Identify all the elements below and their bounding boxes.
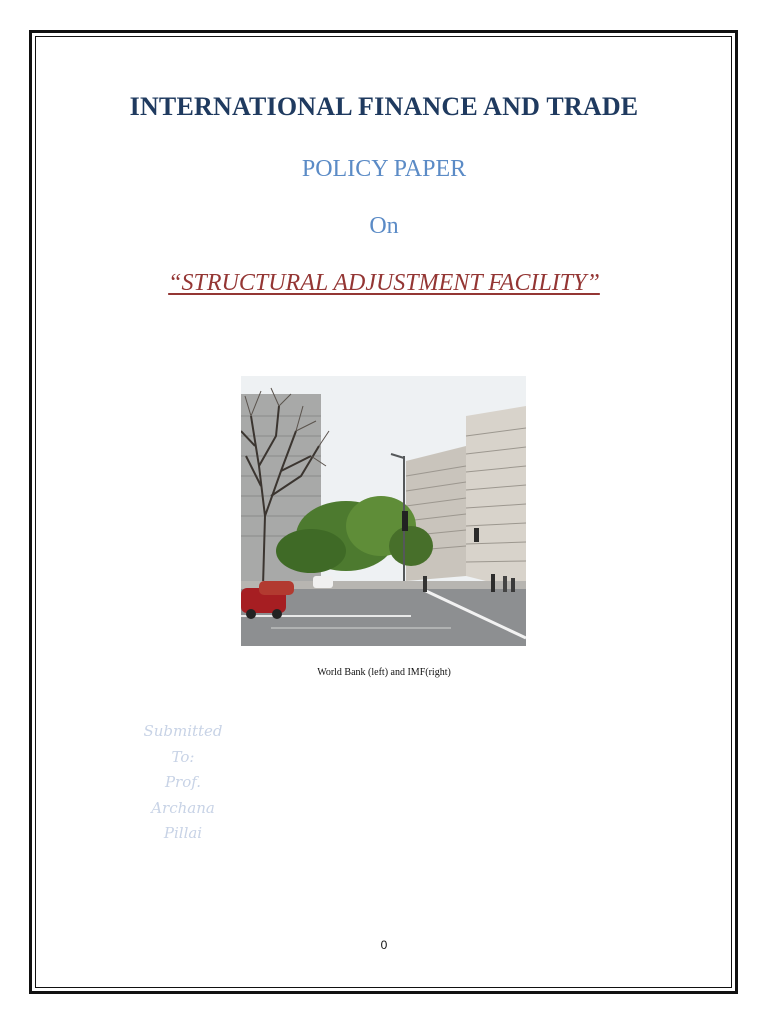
document-title: INTERNATIONAL FINANCE AND TRADE	[129, 92, 639, 121]
page-number: 0	[380, 938, 388, 952]
submitted-line: Archana	[151, 798, 215, 817]
submitted-line: Submitted	[143, 722, 223, 740]
submitted-line: Pillai	[163, 824, 203, 842]
photo-caption: World Bank (left) and IMF(right)	[317, 667, 451, 678]
submitted-line: To:	[171, 747, 195, 766]
submitted-line: Prof.	[164, 773, 202, 791]
submitted-to-block	[140, 719, 226, 847]
cover-photo	[241, 376, 526, 646]
document-subtitle: POLICY PAPER	[301, 156, 467, 182]
document-connector: On	[369, 213, 399, 239]
document-topic: “STRUCTURAL ADJUSTMENT FACILITY”	[168, 270, 600, 296]
